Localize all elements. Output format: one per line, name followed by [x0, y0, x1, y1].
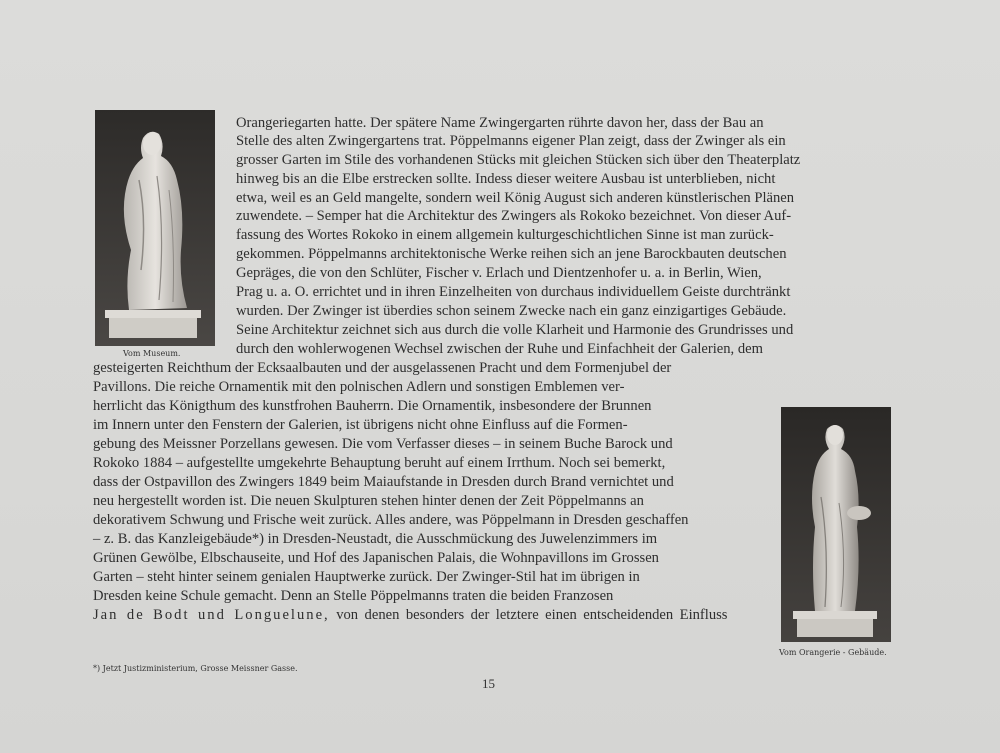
text-line: Garten – steht hinter seinem genialen Hauptwerke zurück. Der Zwinger-Stil hat im übrigen in: [93, 569, 640, 585]
text-line: Gepräges, die von den Schlüter, Fischer v. Erlach und Dientzenhofer u. a. in Berlin, Wien,: [236, 265, 762, 281]
text-line: dekorativem Schwung und Frische weit zurück. Alles andere, was Pöppelmann in Dresden geschaffen: [93, 512, 689, 528]
footnote: *) Jetzt Justizministerium, Grosse Meissner Gasse.: [93, 664, 298, 673]
text-line: Prag u. a. O. errichtet und in ihren Einzelheiten von durchaus individuellem Geiste durchtränkt: [236, 284, 791, 300]
text-line: Rokoko 1884 – aufgestellte umgekehrte Behauptung beruht auf einem Irrthum. Noch sei bemerkt,: [93, 455, 666, 471]
statue-illustration: [781, 407, 891, 642]
text-line: durch den wohlerwogenen Wechsel zwischen der Ruhe und Einfachheit der Galerien, dem: [236, 341, 763, 357]
text-line: hinweg bis an die Elbe erstrecken sollte. Indess dieser weitere Ausbau ist unterblieben, nicht: [236, 171, 776, 187]
text-line: Pavillons. Die reiche Ornamentik mit den polnischen Adlern und sonstigen Emblemen ver-: [93, 379, 625, 395]
caption-right: Vom Orangerie - Gebäude.: [779, 648, 887, 657]
text-line-last: [93, 606, 728, 624]
last-line-rest: von denen besonders der letztere einen entscheidenden Einfluss: [336, 607, 728, 623]
statue-illustration: [95, 110, 215, 346]
text-line: etwa, weil es an Geld mangelte, sondern weil König August sich anderen künstlerischen Plänen: [236, 190, 795, 206]
text-line: Grünen Gewölbe, Elbschauseite, und Hof des Japanischen Palais, die Wohnpavillons im Grossen: [93, 550, 659, 566]
text-line: neu hergestellt worden ist. Die neuen Skulpturen stehen hinter denen der Zeit Pöppelmanns an: [93, 493, 644, 509]
caption-left: Vom Museum.: [123, 349, 181, 358]
statue-photo-orangerie: [781, 407, 891, 642]
text-line: wurden. Der Zwinger ist überdies schon seinem Zwecke nach ein ganz einzigartiges Gebäude.: [236, 303, 787, 319]
text-line: fassung des Wortes Rokoko in einem allgemein kulturgeschichtlichen Sinne ist man zurück-: [236, 227, 774, 243]
text-line: grosser Garten im Stile des vorhandenen Stücks mit gleichen Stücken sich über den Theaterplatz: [236, 152, 801, 168]
text-line: Seine Architektur zeichnet sich aus durch die volle Klarheit und Harmonie des Grundrisses und: [236, 322, 794, 338]
statue-photo-museum: [95, 110, 215, 346]
text-line: zuwendete. – Semper hat die Architektur des Zwingers als Rokoko bezeichnet. Von dieser Auf-: [236, 208, 792, 224]
text-line: gebung des Meissner Porzellans gewesen. Die vom Verfasser dieses – in seinem Buche Barock und: [93, 436, 673, 452]
text-line: – z. B. das Kanzleigebäude*) in Dresden-Neustadt, die Ausschmückung des Juwelenzimmers im: [93, 531, 658, 547]
text-line: Dresden keine Schule gemacht. Denn an Stelle Pöppelmanns traten die beiden Franzosen: [93, 588, 614, 604]
text-line: herrlicht das Königthum des kunstfrohen Bauherrn. Die Ornamentik, insbesondere der Brunnen: [93, 398, 652, 414]
text-line: gekommen. Pöppelmanns architektonische Werke reihen sich an jene Barockbauten deutschen: [236, 246, 787, 262]
text-line: im Innern unter den Fenstern der Galerien, ist übrigens nicht ohne Einfluss auf die Formen-: [93, 417, 628, 433]
text-line: Stelle des alten Zwingergartens trat. Pöppelmanns eigener Plan zeigt, dass der Zwinger als ein: [236, 133, 786, 149]
text-line: dass der Ostpavillon des Zwingers 1849 beim Maiaufstande in Dresden durch Brand vernichtet und: [93, 474, 674, 490]
page-number: 15: [482, 676, 495, 691]
text-line: gesteigerten Reichthum der Ecksaalbauten und der ausgelassenen Pracht und dem Formenjubel der: [93, 360, 672, 376]
text-line: Orangeriegarten hatte. Der spätere Name Zwingergarten rührte davon her, dass der Bau an: [236, 115, 764, 131]
names-spaced: Jan de Bodt und Longuelune,: [93, 607, 330, 623]
